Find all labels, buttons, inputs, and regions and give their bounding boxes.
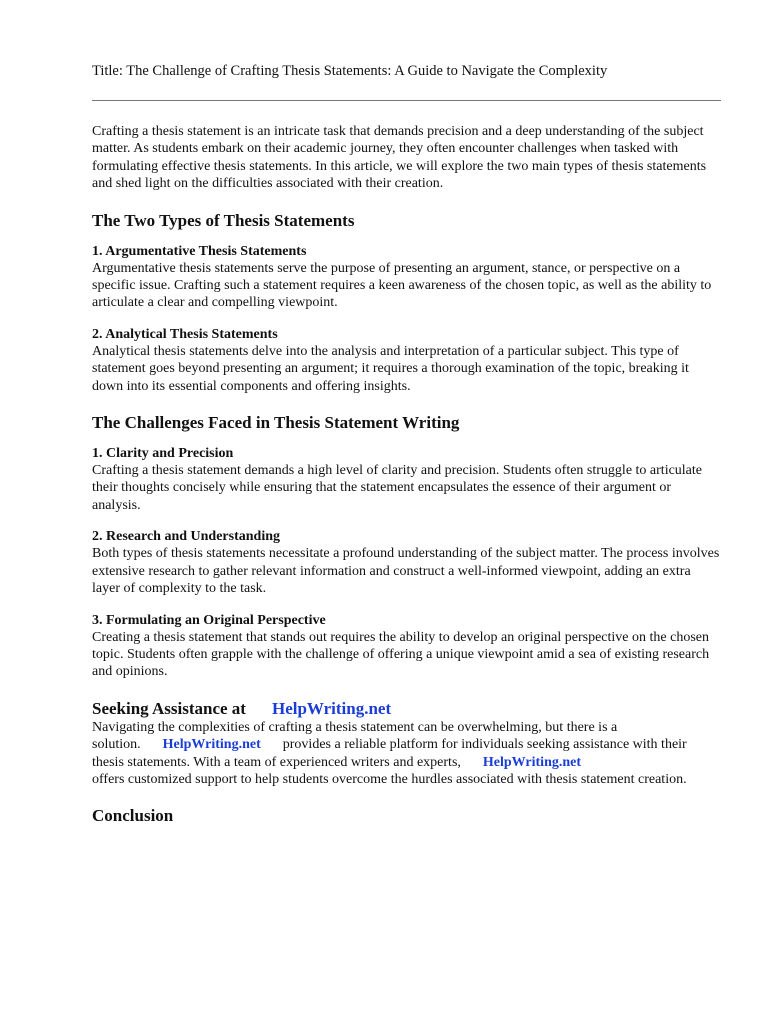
section-heading-conclusion: Conclusion [92,806,174,826]
subheading-analytical: 2. Analytical Thesis Statements [92,326,278,342]
assistance-text-3: offers customized support to help students overcome the hurdles associated with thesis statement creation. [92,771,687,787]
section-heading-assistance [92,699,722,719]
assistance-text-1: Navigating the complexities of crafting a thesis statement can be overwhelming, but there is a solution. [92,719,618,753]
paragraph-original: Creating a thesis statement that stands out requires the ability to develop an original perspective on the chosen topic. Students often grapple with the challenge of offering a unique viewpoint amid a sea of existing research and opinions. [92,629,710,680]
subheading-original: 3. Formulating an Original Perspective [92,612,326,628]
helpwriting-link-inline-1[interactable]: HelpWriting.net [162,737,261,753]
helpwriting-link-heading[interactable]: HelpWriting.net [271,698,392,718]
section-heading-challenges: The Challenges Faced in Thesis Statement Writing [92,413,460,433]
subheading-clarity: 1. Clarity and Precision [92,446,234,462]
subheading-argumentative: 1. Argumentative Thesis Statements [92,243,307,259]
assistance-text-2: provides a reliable platform for individuals seeking assistance with their thesis statements. With a team of experienced writers and experts, [92,737,687,770]
title-divider [92,100,721,101]
paragraph-research: Both types of thesis statements necessitate a profound understanding of the subject matter. The process involves extensive research to gather relevant information and construct a well-informed viewpoint, adding an extra layer of complexity to the task. [92,546,720,597]
assistance-heading-text: Seeking Assistance at [92,698,246,718]
subheading-research: 2. Research and Understanding [92,529,280,545]
section-heading-types: The Two Types of Thesis Statements [92,210,355,230]
paragraph-analytical: Analytical thesis statements delve into the analysis and interpretation of a particular subject. This type of statement goes beyond presenting an argument; it requires a thorough examination of the topic, breaking it down into its essential components and offering insights. [92,343,689,394]
paragraph-assistance [92,719,722,789]
document-body [92,123,722,826]
document-title: Title: The Challenge of Crafting Thesis Statements: A Guide to Navigate the Complexity [92,63,608,79]
paragraph-argumentative: Argumentative thesis statements serve the purpose of presenting an argument, stance, or perspective on a specific issue. Crafting such a statement requires a keen awareness of the chosen topic, as well as the ability to articulate a clear and compelling viewpoint. [92,260,712,311]
helpwriting-link-inline-2[interactable]: HelpWriting.net [482,754,582,770]
intro-paragraph: Crafting a thesis statement is an intricate task that demands precision and a deep understanding of the subject matter. As students embark on their academic journey, they often encounter challenges when tasked with formulating effective thesis statements. In this article, we will explore the two main types of thesis statements and shed light on the difficulties associated with their creation. [92,124,707,192]
paragraph-clarity: Crafting a thesis statement demands a high level of clarity and precision. Students often struggle to articulate their thoughts concisely while ensuring that the statement encapsulates the essence of their argument or analysis. [92,463,702,513]
